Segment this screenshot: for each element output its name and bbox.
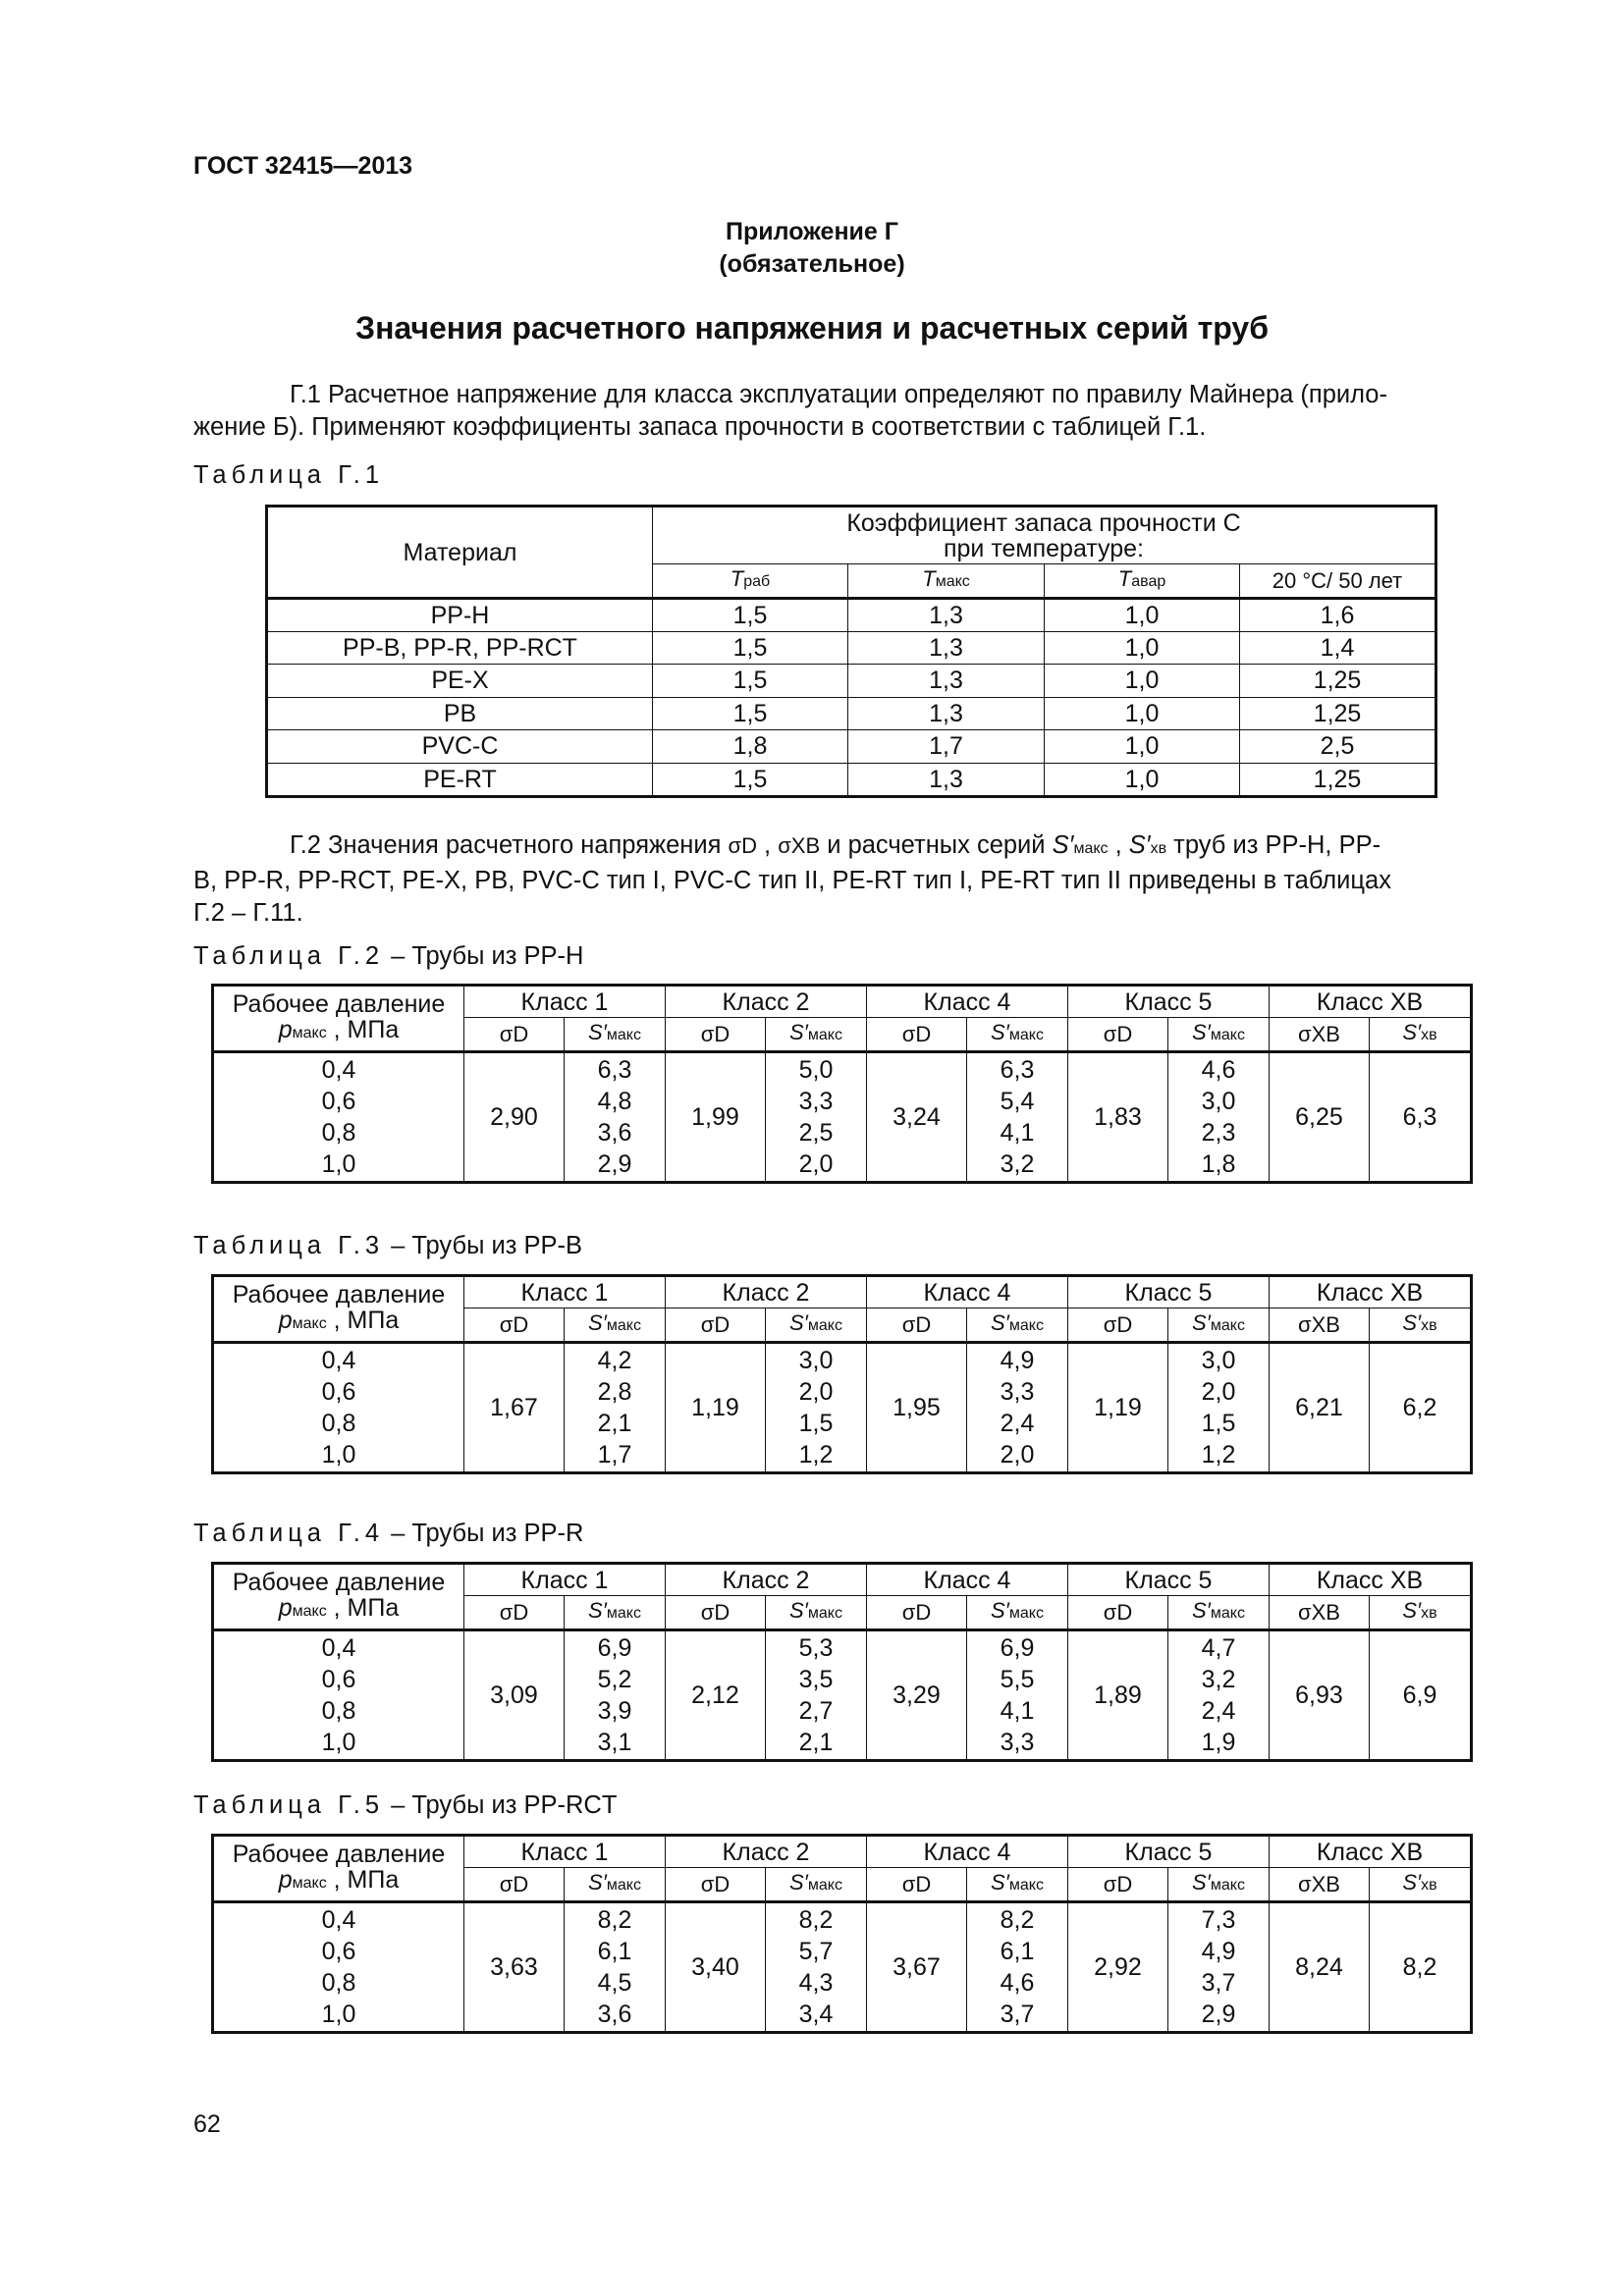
pressure-values	[214, 1343, 464, 1472]
class-header: Класс ХВ	[1270, 1565, 1471, 1596]
s-maks-value: 3,5	[798, 1666, 834, 1693]
s-maks-value: 4,6	[1201, 1056, 1236, 1084]
table-caption: Таблица Г.3 – Трубы из PP-B	[193, 1232, 583, 1259]
pressure-header: Рабочее давление	[214, 1837, 464, 1868]
coef-header-line1: Коэффициент запаса прочности С	[846, 508, 1241, 537]
paragraph-g2: Г.2 Значения расчетного напряжения σD , σXB и расчетных серий S′макс , S′хв труб из PP-H, PP- B, PP-R, PP-RCT, PE-X, PB, PVC-C тип I, PVC-C тип II, PE-RT тип I, PE-RT тип II приведены в таблицах Г.2 – Г.11.	[193, 829, 1507, 930]
paragraph-g2-line2: B, PP-R, PP-RCT, PE-X, PB, PVC-C тип I, PVC-C тип II, PE-RT тип I, PE-RT тип II приведены в таблицах	[193, 867, 1391, 894]
pressure-header: Рабочее давление	[214, 1277, 464, 1308]
sigma-d-value: 3,67	[867, 1902, 967, 2032]
s-maks-header: S′макс	[565, 1308, 666, 1343]
sigma-d-header: σD	[867, 1596, 967, 1630]
s-maks-header: S′макс	[967, 1868, 1068, 1902]
s-maks-header: S′макс	[766, 1018, 867, 1052]
table-caption: Таблица Г.4 – Трубы из PP-R	[193, 1520, 584, 1547]
s-maks-value: 3,1	[597, 1729, 632, 1756]
class-header: Класс 4	[867, 1565, 1068, 1596]
s-maks-value: 6,3	[597, 1056, 632, 1084]
sigma-d-header: σD	[464, 1018, 565, 1052]
s-xb-symbol: S′	[1128, 831, 1151, 859]
table-caption: Таблица Г.5 – Трубы из PP-RCT	[193, 1791, 618, 1819]
class-header: Класс 1	[464, 1277, 666, 1308]
s-maks-value: 6,9	[597, 1634, 632, 1662]
s-maks-value: 2,4	[1000, 1410, 1035, 1437]
s-maks-value: 4,9	[1201, 1938, 1236, 1965]
s-maks-values	[766, 1343, 867, 1472]
coef-cell: 1,3	[848, 763, 1045, 796]
s-maks-value: 4,2	[597, 1347, 632, 1374]
sigma-d-header: σD	[867, 1308, 967, 1343]
pressure-unit-header: pмакс , МПа	[214, 1596, 464, 1630]
coef-cell: 1,5	[653, 631, 848, 665]
class-header: Класс 5	[1068, 1837, 1270, 1868]
sigma-d-value: 3,29	[867, 1630, 967, 1760]
sigma-d-value: 1,95	[867, 1343, 967, 1472]
s-maks-value: 3,2	[1000, 1150, 1035, 1178]
s-maks-header: S′макс	[967, 1018, 1068, 1052]
coef-cell: 2,5	[1240, 730, 1435, 764]
s-maks-value: 2,0	[1201, 1378, 1236, 1406]
s-maks-value: 4,5	[597, 1969, 632, 1997]
s-xb-value: 6,2	[1370, 1343, 1471, 1472]
s-maks-value: 3,7	[1201, 1969, 1236, 1997]
s-maks-values	[1168, 1902, 1270, 2032]
coef-cell: 1,0	[1045, 665, 1240, 698]
s-maks-value: 3,2	[1201, 1666, 1236, 1693]
s-maks-value: 2,1	[597, 1410, 632, 1437]
s-xb-header: S′хв	[1370, 1868, 1471, 1902]
s-maks-value: 2,5	[798, 1119, 834, 1147]
s-maks-value: 2,0	[798, 1378, 834, 1406]
s-maks-value: 6,1	[597, 1938, 632, 1965]
table-caption: Таблица Г.2 – Трубы из PP-H	[193, 942, 584, 970]
s-maks-values	[967, 1630, 1068, 1760]
paragraph-g2-line3: Г.2 – Г.11.	[193, 899, 303, 927]
s-maks-values	[766, 1052, 867, 1182]
coef-cell: 1,5	[653, 697, 848, 730]
s-xb-value: 6,3	[1370, 1052, 1471, 1182]
table-g1-row	[268, 631, 1435, 665]
pressure-value: 0,8	[321, 1410, 356, 1437]
s-maks-value: 2,7	[798, 1697, 834, 1725]
class-header: Класс 2	[666, 1277, 867, 1308]
s-maks-symbol: S′	[1052, 831, 1074, 859]
s-maks-header: S′макс	[565, 1018, 666, 1052]
pressure-value: 1,0	[321, 2001, 356, 2028]
sigma-d-header: σD	[1068, 1308, 1168, 1343]
s-maks-values	[565, 1630, 666, 1760]
class-header: Класс 2	[666, 987, 867, 1018]
s-maks-value: 2,1	[798, 1729, 834, 1756]
s-maks-value: 3,9	[597, 1697, 632, 1725]
s-maks-header: S′макс	[1168, 1018, 1270, 1052]
s-maks-value: 4,7	[1201, 1634, 1236, 1662]
material-cell: PP-B, PP-R, PP-RCT	[268, 631, 653, 665]
sigma-d-value: 1,89	[1068, 1630, 1168, 1760]
sigma-d-value: 1,83	[1068, 1052, 1168, 1182]
pressure-unit-header: pмакс , МПа	[214, 1308, 464, 1343]
coef-cell: 1,5	[653, 599, 848, 632]
s-maks-value: 2,4	[1201, 1697, 1236, 1725]
coef-cell: 1,4	[1240, 631, 1435, 665]
s-maks-value: 3,3	[1000, 1378, 1035, 1406]
s-maks-value: 2,0	[798, 1150, 834, 1178]
coef-cell: 1,3	[848, 697, 1045, 730]
pressure-value: 1,0	[321, 1150, 356, 1178]
sigma-xb-value: 6,25	[1270, 1052, 1370, 1182]
pressure-value: 0,8	[321, 1119, 356, 1147]
s-maks-header: S′макс	[766, 1596, 867, 1630]
s-maks-value: 3,4	[798, 2001, 834, 2028]
s-maks-value: 1,8	[1201, 1150, 1236, 1178]
coef-cell: 1,6	[1240, 599, 1435, 632]
s-maks-value: 3,0	[1201, 1088, 1236, 1115]
pressure-value: 0,4	[321, 1634, 356, 1662]
s-maks-values	[565, 1343, 666, 1472]
pressure-header: Рабочее давление	[214, 1565, 464, 1596]
class-table	[213, 1564, 1471, 1760]
s-maks-header: S′макс	[1168, 1308, 1270, 1343]
s-maks-value: 8,2	[1000, 1906, 1035, 1934]
class-header: Класс 1	[464, 1565, 666, 1596]
s-maks-value: 1,5	[798, 1410, 834, 1437]
s-maks-value: 8,2	[798, 1906, 834, 1934]
s-maks-values	[565, 1902, 666, 2032]
s-maks-header: S′макс	[766, 1308, 867, 1343]
material-cell: PE-X	[268, 665, 653, 698]
col-header-20c-50y: 20 °C/ 50 лет	[1240, 564, 1435, 599]
sigma-xb-value: 6,93	[1270, 1630, 1370, 1760]
pressure-values	[214, 1902, 464, 2032]
s-maks-values	[1168, 1630, 1270, 1760]
class-header: Класс 4	[867, 1837, 1068, 1868]
class-table	[213, 986, 1471, 1182]
coef-cell: 1,0	[1045, 697, 1240, 730]
coef-cell: 1,7	[848, 730, 1045, 764]
s-maks-value: 1,7	[597, 1441, 632, 1468]
class-header: Класс 4	[867, 1277, 1068, 1308]
class-header: Класс 5	[1068, 987, 1270, 1018]
sigma-d-value: 1,99	[666, 1052, 766, 1182]
s-xb-value: 6,9	[1370, 1630, 1471, 1760]
pressure-values	[214, 1630, 464, 1760]
s-maks-value: 1,9	[1201, 1729, 1236, 1756]
sigma-d-value: 3,63	[464, 1902, 565, 2032]
pressure-value: 0,8	[321, 1969, 356, 1997]
class-table	[213, 1276, 1471, 1472]
s-maks-value: 2,0	[1000, 1441, 1035, 1468]
coef-header-line2: при температуре:	[943, 534, 1145, 562]
s-maks-value: 2,9	[1201, 2001, 1236, 2028]
s-maks-value: 6,9	[1000, 1634, 1035, 1662]
sigma-d-symbol: σD	[728, 833, 757, 858]
class-header: Класс 1	[464, 1837, 666, 1868]
coef-cell: 1,0	[1045, 763, 1240, 796]
sigma-d-value: 2,92	[1068, 1902, 1168, 2032]
sigma-d-header: σD	[1068, 1868, 1168, 1902]
table-g1	[267, 507, 1435, 796]
s-maks-header: S′макс	[766, 1868, 867, 1902]
sigma-d-header: σD	[1068, 1596, 1168, 1630]
pressure-value: 0,6	[321, 1378, 356, 1406]
sigma-d-header: σD	[867, 1868, 967, 1902]
paragraph-g1-line1: Г.1 Расчетное напряжение для класса эксплуатации определяют по правилу Майнера (прило-	[290, 381, 1387, 408]
sigma-d-header: σD	[464, 1596, 565, 1630]
s-maks-value: 2,3	[1201, 1119, 1236, 1147]
s-maks-values	[766, 1902, 867, 2032]
sigma-d-value: 1,67	[464, 1343, 565, 1472]
coef-cell: 1,0	[1045, 730, 1240, 764]
pressure-value: 0,6	[321, 1666, 356, 1693]
coef-cell: 1,25	[1240, 763, 1435, 796]
pressure-value: 0,6	[321, 1938, 356, 1965]
class-header: Класс ХВ	[1270, 987, 1471, 1018]
s-maks-value: 4,8	[597, 1088, 632, 1115]
class-header: Класс 2	[666, 1837, 867, 1868]
appendix-title: Приложение Г	[726, 218, 898, 245]
sigma-d-header: σD	[666, 1868, 766, 1902]
table-g1-row	[268, 665, 1435, 698]
s-maks-header: S′макс	[1168, 1868, 1270, 1902]
col-header-tmaks: Tмакс	[848, 564, 1045, 599]
s-maks-header: S′макс	[967, 1596, 1068, 1630]
material-cell: PP-H	[268, 599, 653, 632]
s-maks-value: 3,3	[798, 1088, 834, 1115]
s-maks-value: 1,5	[1201, 1410, 1236, 1437]
s-maks-values	[967, 1052, 1068, 1182]
sigma-d-header: σD	[666, 1018, 766, 1052]
table-g1-row	[268, 730, 1435, 764]
class-header: Класс 4	[867, 987, 1068, 1018]
coef-cell: 1,3	[848, 631, 1045, 665]
section-title: Значения расчетного напряжения и расчетных серий труб	[355, 310, 1269, 346]
document-code: ГОСТ 32415—2013	[193, 152, 413, 180]
s-maks-value: 5,7	[798, 1938, 834, 1965]
sigma-d-header: σD	[464, 1308, 565, 1343]
sigma-d-header: σD	[464, 1868, 565, 1902]
s-maks-value: 5,0	[798, 1056, 834, 1084]
coef-cell: 1,3	[848, 599, 1045, 632]
sigma-d-value: 1,19	[666, 1343, 766, 1472]
sigma-d-value: 2,90	[464, 1052, 565, 1182]
class-header: Класс ХВ	[1270, 1837, 1471, 1868]
pressure-value: 0,8	[321, 1697, 356, 1725]
class-table	[213, 1836, 1471, 2032]
pressure-value: 1,0	[321, 1441, 356, 1468]
col-header-trab: Tраб	[653, 564, 848, 599]
paragraph-g1	[193, 379, 1507, 444]
table-g1-row	[268, 599, 1435, 632]
sigma-xb-header: σXB	[1270, 1596, 1370, 1630]
s-maks-value: 8,2	[597, 1906, 632, 1934]
s-maks-value: 3,7	[1000, 2001, 1035, 2028]
s-maks-value: 6,1	[1000, 1938, 1035, 1965]
s-maks-value: 4,9	[1000, 1347, 1035, 1374]
s-maks-header: S′макс	[1168, 1596, 1270, 1630]
s-maks-header: S′макс	[967, 1308, 1068, 1343]
sigma-d-value: 3,24	[867, 1052, 967, 1182]
s-xb-value: 8,2	[1370, 1902, 1471, 2032]
coef-cell: 1,0	[1045, 599, 1240, 632]
s-maks-value: 4,6	[1000, 1969, 1035, 1997]
sigma-d-header: σD	[867, 1018, 967, 1052]
s-maks-value: 3,3	[1000, 1729, 1035, 1756]
pressure-value: 1,0	[321, 1729, 356, 1756]
s-maks-value: 3,6	[597, 1119, 632, 1147]
sigma-xb-value: 6,21	[1270, 1343, 1370, 1472]
s-maks-values	[967, 1902, 1068, 2032]
coef-cell: 1,5	[653, 763, 848, 796]
paragraph-g1-line2: жение Б). Применяют коэффициенты запаса прочности в соответствии с таблицей Г.1.	[193, 413, 1207, 441]
material-cell: PVC-C	[268, 730, 653, 764]
pressure-value: 0,6	[321, 1088, 356, 1115]
coef-cell: 1,5	[653, 665, 848, 698]
sigma-xb-header: σXB	[1270, 1018, 1370, 1052]
coef-cell: 1,3	[848, 665, 1045, 698]
s-maks-value: 5,5	[1000, 1666, 1035, 1693]
table-g1-row	[268, 697, 1435, 730]
class-header: Класс 1	[464, 987, 666, 1018]
s-maks-value: 3,6	[597, 2001, 632, 2028]
sigma-xb-header: σXB	[1270, 1868, 1370, 1902]
s-maks-value: 5,3	[798, 1634, 834, 1662]
coef-cell: 1,25	[1240, 697, 1435, 730]
s-maks-value: 4,1	[1000, 1119, 1035, 1147]
coef-cell: 1,8	[653, 730, 848, 764]
s-maks-header: S′макс	[565, 1868, 666, 1902]
s-maks-value: 2,9	[597, 1150, 632, 1178]
material-cell: PE-RT	[268, 763, 653, 796]
s-maks-values	[1168, 1343, 1270, 1472]
coef-cell: 1,0	[1045, 631, 1240, 665]
s-maks-value: 1,2	[798, 1441, 834, 1468]
coef-cell: 1,25	[1240, 665, 1435, 698]
s-xb-header: S′хв	[1370, 1596, 1471, 1630]
s-maks-values	[766, 1630, 867, 1760]
s-maks-value: 4,3	[798, 1969, 834, 1997]
sigma-xb-symbol: σXB	[778, 833, 821, 858]
s-maks-value: 3,0	[1201, 1347, 1236, 1374]
s-maks-value: 5,2	[597, 1666, 632, 1693]
pressure-value: 0,4	[321, 1906, 356, 1934]
sigma-d-value: 1,19	[1068, 1343, 1168, 1472]
s-maks-value: 6,3	[1000, 1056, 1035, 1084]
col-header-tavar: Tавар	[1045, 564, 1240, 599]
s-maks-values	[967, 1343, 1068, 1472]
s-maks-value: 2,8	[597, 1378, 632, 1406]
s-maks-value: 3,0	[798, 1347, 834, 1374]
class-header: Класс ХВ	[1270, 1277, 1471, 1308]
s-maks-values	[565, 1052, 666, 1182]
sigma-xb-header: σXB	[1270, 1308, 1370, 1343]
sigma-d-header: σD	[666, 1308, 766, 1343]
appendix-status: (обязательное)	[719, 250, 905, 278]
class-header: Класс 2	[666, 1565, 867, 1596]
material-header: Материал	[268, 507, 653, 599]
s-maks-value: 5,4	[1000, 1088, 1035, 1115]
sigma-d-value: 2,12	[666, 1630, 766, 1760]
pressure-value: 0,4	[321, 1056, 356, 1084]
s-maks-value: 7,3	[1201, 1906, 1236, 1934]
pressure-value: 0,4	[321, 1347, 356, 1374]
s-maks-header: S′макс	[565, 1596, 666, 1630]
material-cell: PB	[268, 697, 653, 730]
pressure-unit-header: pмакс , МПа	[214, 1018, 464, 1052]
coef-header	[653, 507, 1435, 564]
table-g1-row	[268, 763, 1435, 796]
sigma-d-value: 3,09	[464, 1630, 565, 1760]
pressure-header: Рабочее давление	[214, 987, 464, 1018]
s-maks-value: 4,1	[1000, 1697, 1035, 1725]
table-g1-caption: Таблица Г.1	[193, 461, 385, 489]
pressure-values	[214, 1052, 464, 1182]
class-header: Класс 5	[1068, 1565, 1270, 1596]
s-maks-values	[1168, 1052, 1270, 1182]
s-maks-value: 1,2	[1201, 1441, 1236, 1468]
sigma-d-header: σD	[666, 1596, 766, 1630]
sigma-d-value: 3,40	[666, 1902, 766, 2032]
s-xb-header: S′хв	[1370, 1018, 1471, 1052]
sigma-xb-value: 8,24	[1270, 1902, 1370, 2032]
sigma-d-header: σD	[1068, 1018, 1168, 1052]
class-header: Класс 5	[1068, 1277, 1270, 1308]
s-xb-header: S′хв	[1370, 1308, 1471, 1343]
pressure-unit-header: pмакс , МПа	[214, 1868, 464, 1902]
page-number: 62	[193, 2110, 221, 2138]
